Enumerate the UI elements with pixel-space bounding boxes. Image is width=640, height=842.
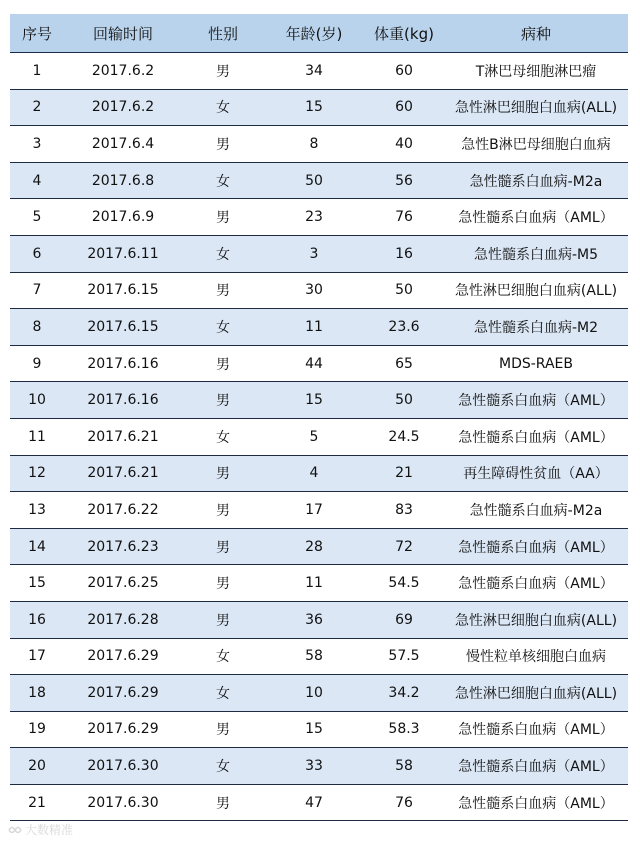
cell-age: 28 xyxy=(264,528,364,565)
cell-infusion-date: 2017.6.29 xyxy=(64,638,182,675)
cell-index: 12 xyxy=(10,455,64,492)
table-row xyxy=(10,492,628,529)
cell-weight: 21 xyxy=(364,455,444,492)
cell-index: 6 xyxy=(10,235,64,272)
cell-age: 33 xyxy=(264,748,364,785)
cell-index: 10 xyxy=(10,382,64,419)
cell-weight: 60 xyxy=(364,89,444,126)
cell-index: 3 xyxy=(10,126,64,163)
cell-disease: 急性淋巴细胞白血病(ALL) xyxy=(444,89,628,126)
cell-sex: 女 xyxy=(182,309,264,346)
cell-index: 15 xyxy=(10,565,64,602)
cell-weight: 76 xyxy=(364,784,444,821)
cell-infusion-date: 2017.6.21 xyxy=(64,455,182,492)
cell-infusion-date: 2017.6.29 xyxy=(64,675,182,712)
cell-age: 4 xyxy=(264,455,364,492)
table-row xyxy=(10,126,628,163)
cell-disease: 急性髓系白血病-M2 xyxy=(444,309,628,346)
cell-disease: 急性淋巴细胞白血病(ALL) xyxy=(444,601,628,638)
cell-index: 13 xyxy=(10,492,64,529)
cell-disease: 急性髓系白血病（AML） xyxy=(444,528,628,565)
cell-age: 11 xyxy=(264,565,364,602)
cell-weight: 65 xyxy=(364,345,444,382)
cell-infusion-date: 2017.6.11 xyxy=(64,235,182,272)
cell-infusion-date: 2017.6.21 xyxy=(64,418,182,455)
cell-infusion-date: 2017.6.25 xyxy=(64,565,182,602)
cell-disease: 急性髓系白血病（AML） xyxy=(444,418,628,455)
cell-index: 19 xyxy=(10,711,64,748)
cell-disease: 急性淋巴细胞白血病(ALL) xyxy=(444,675,628,712)
cell-age: 5 xyxy=(264,418,364,455)
cell-index: 17 xyxy=(10,638,64,675)
table-row xyxy=(10,199,628,236)
patient-table xyxy=(10,14,628,821)
table-header xyxy=(10,14,628,53)
cell-infusion-date: 2017.6.4 xyxy=(64,126,182,163)
cell-sex: 男 xyxy=(182,601,264,638)
column-header-sex: 性别 xyxy=(182,14,264,53)
column-header-age: 年龄(岁) xyxy=(264,14,364,53)
cell-disease: 慢性粒单核细胞白血病 xyxy=(444,638,628,675)
table-row xyxy=(10,601,628,638)
cell-infusion-date: 2017.6.16 xyxy=(64,345,182,382)
cell-age: 34 xyxy=(264,53,364,90)
table-row xyxy=(10,309,628,346)
cell-weight: 57.5 xyxy=(364,638,444,675)
cell-disease: 急性B淋巴母细胞白血病 xyxy=(444,126,628,163)
cell-weight: 58.3 xyxy=(364,711,444,748)
cell-disease: MDS-RAEB xyxy=(444,345,628,382)
table-row xyxy=(10,418,628,455)
table-row xyxy=(10,272,628,309)
cell-disease: 急性髓系白血病（AML） xyxy=(444,199,628,236)
cell-age: 3 xyxy=(264,235,364,272)
column-header-infusion-date: 回输时间 xyxy=(64,14,182,53)
cell-index: 21 xyxy=(10,784,64,821)
cell-index: 1 xyxy=(10,53,64,90)
cell-sex: 女 xyxy=(182,675,264,712)
cell-age: 10 xyxy=(264,675,364,712)
cell-sex: 男 xyxy=(182,492,264,529)
cell-disease: 再生障碍性贫血（AA） xyxy=(444,455,628,492)
cell-disease: 急性髓系白血病（AML） xyxy=(444,748,628,785)
table-row xyxy=(10,89,628,126)
cell-weight: 58 xyxy=(364,748,444,785)
cell-sex: 男 xyxy=(182,455,264,492)
table-row xyxy=(10,345,628,382)
cell-disease: 急性髓系白血病-M5 xyxy=(444,235,628,272)
cell-index: 18 xyxy=(10,675,64,712)
cell-age: 50 xyxy=(264,162,364,199)
cell-disease: 急性髓系白血病（AML） xyxy=(444,784,628,821)
cell-weight: 83 xyxy=(364,492,444,529)
cell-age: 8 xyxy=(264,126,364,163)
cell-sex: 男 xyxy=(182,53,264,90)
cell-sex: 女 xyxy=(182,748,264,785)
cell-age: 15 xyxy=(264,711,364,748)
cell-weight: 69 xyxy=(364,601,444,638)
cell-disease: 急性髓系白血病（AML） xyxy=(444,382,628,419)
cell-index: 8 xyxy=(10,309,64,346)
cell-index: 11 xyxy=(10,418,64,455)
cell-sex: 男 xyxy=(182,528,264,565)
cell-weight: 16 xyxy=(364,235,444,272)
cell-age: 36 xyxy=(264,601,364,638)
cell-sex: 男 xyxy=(182,382,264,419)
cell-infusion-date: 2017.6.15 xyxy=(64,272,182,309)
table-row xyxy=(10,235,628,272)
cell-infusion-date: 2017.6.8 xyxy=(64,162,182,199)
table-row xyxy=(10,638,628,675)
cell-age: 44 xyxy=(264,345,364,382)
cell-infusion-date: 2017.6.30 xyxy=(64,784,182,821)
table-row xyxy=(10,784,628,821)
column-header-disease: 病种 xyxy=(444,14,628,53)
header-row xyxy=(10,14,628,53)
cell-weight: 56 xyxy=(364,162,444,199)
cell-age: 15 xyxy=(264,382,364,419)
cell-infusion-date: 2017.6.28 xyxy=(64,601,182,638)
cell-sex: 男 xyxy=(182,126,264,163)
cell-sex: 男 xyxy=(182,199,264,236)
cell-age: 47 xyxy=(264,784,364,821)
cell-weight: 40 xyxy=(364,126,444,163)
cell-infusion-date: 2017.6.22 xyxy=(64,492,182,529)
cell-index: 5 xyxy=(10,199,64,236)
cell-sex: 男 xyxy=(182,711,264,748)
cell-infusion-date: 2017.6.16 xyxy=(64,382,182,419)
cell-infusion-date: 2017.6.2 xyxy=(64,53,182,90)
cell-index: 9 xyxy=(10,345,64,382)
cell-sex: 女 xyxy=(182,235,264,272)
cell-weight: 24.5 xyxy=(364,418,444,455)
cell-sex: 男 xyxy=(182,272,264,309)
cell-weight: 76 xyxy=(364,199,444,236)
table-row xyxy=(10,748,628,785)
cell-infusion-date: 2017.6.23 xyxy=(64,528,182,565)
watermark-text: 大数精准 xyxy=(25,823,74,837)
cell-sex: 女 xyxy=(182,638,264,675)
cell-disease: 急性髓系白血病（AML） xyxy=(444,711,628,748)
table-row xyxy=(10,162,628,199)
column-header-index: 序号 xyxy=(10,14,64,53)
table-row xyxy=(10,565,628,602)
cell-disease: 急性髓系白血病-M2a xyxy=(444,162,628,199)
cell-disease: 急性淋巴细胞白血病(ALL) xyxy=(444,272,628,309)
cell-weight: 72 xyxy=(364,528,444,565)
cell-index: 2 xyxy=(10,89,64,126)
cell-index: 20 xyxy=(10,748,64,785)
cell-disease: T淋巴母细胞淋巴瘤 xyxy=(444,53,628,90)
cell-index: 16 xyxy=(10,601,64,638)
cell-disease: 急性髓系白血病（AML） xyxy=(444,565,628,602)
table-row xyxy=(10,382,628,419)
cell-age: 17 xyxy=(264,492,364,529)
cell-sex: 女 xyxy=(182,162,264,199)
patient-table-container xyxy=(10,14,628,821)
cell-infusion-date: 2017.6.29 xyxy=(64,711,182,748)
cell-sex: 男 xyxy=(182,565,264,602)
cell-index: 7 xyxy=(10,272,64,309)
cell-sex: 女 xyxy=(182,89,264,126)
watermark xyxy=(8,821,73,838)
cell-sex: 女 xyxy=(182,418,264,455)
table-row xyxy=(10,528,628,565)
cell-disease: 急性髓系白血病-M2a xyxy=(444,492,628,529)
logo-icon xyxy=(8,825,22,835)
cell-age: 15 xyxy=(264,89,364,126)
cell-index: 4 xyxy=(10,162,64,199)
cell-age: 58 xyxy=(264,638,364,675)
cell-infusion-date: 2017.6.9 xyxy=(64,199,182,236)
cell-sex: 男 xyxy=(182,784,264,821)
cell-weight: 50 xyxy=(364,272,444,309)
cell-infusion-date: 2017.6.2 xyxy=(64,89,182,126)
cell-weight: 23.6 xyxy=(364,309,444,346)
cell-age: 30 xyxy=(264,272,364,309)
table-row xyxy=(10,675,628,712)
cell-weight: 60 xyxy=(364,53,444,90)
cell-weight: 34.2 xyxy=(364,675,444,712)
table-body xyxy=(10,53,628,821)
table-row xyxy=(10,455,628,492)
cell-age: 23 xyxy=(264,199,364,236)
cell-infusion-date: 2017.6.15 xyxy=(64,309,182,346)
cell-sex: 男 xyxy=(182,345,264,382)
cell-age: 11 xyxy=(264,309,364,346)
cell-infusion-date: 2017.6.30 xyxy=(64,748,182,785)
column-header-weight: 体重(kg) xyxy=(364,14,444,53)
table-row xyxy=(10,53,628,90)
cell-weight: 54.5 xyxy=(364,565,444,602)
table-row xyxy=(10,711,628,748)
cell-weight: 50 xyxy=(364,382,444,419)
cell-index: 14 xyxy=(10,528,64,565)
